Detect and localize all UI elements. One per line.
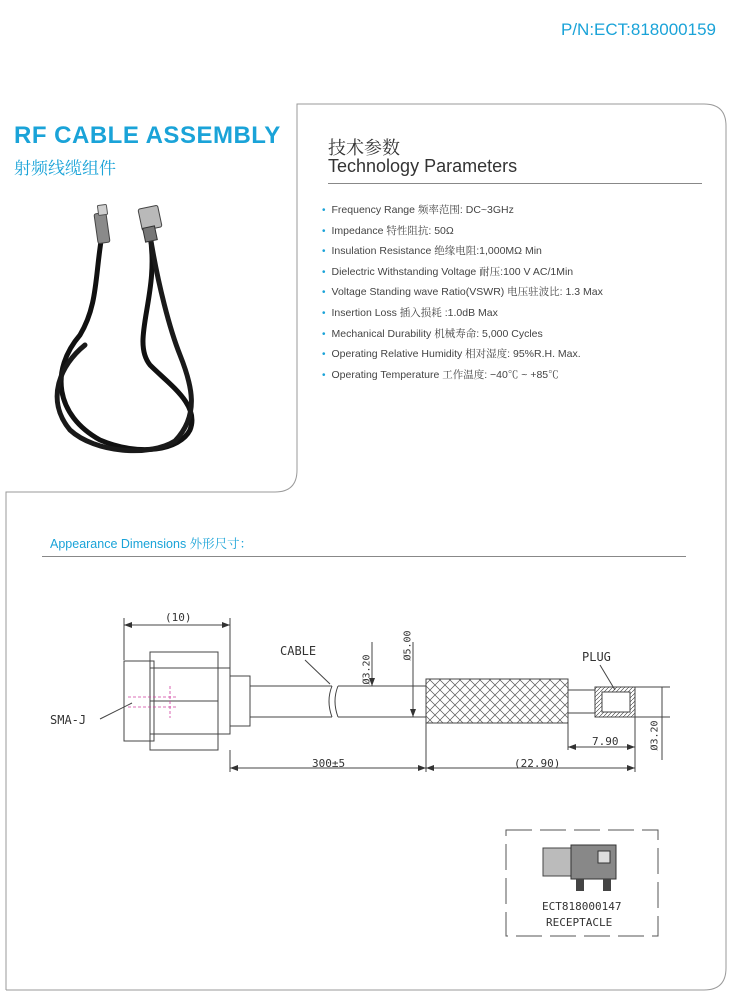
dim-width-label: (10) xyxy=(165,611,192,624)
dim-plug-tip-label: 7.90 xyxy=(592,735,619,748)
tech-title-en: Technology Parameters xyxy=(328,156,518,176)
sma-label: SMA-J xyxy=(50,713,87,727)
parameter-item: • Mechanical Durability 机械寿命: 5,000 Cycles xyxy=(322,327,543,340)
bullet-icon: • xyxy=(322,307,326,319)
bullet-icon: • xyxy=(322,246,326,258)
bullet-icon: • xyxy=(322,225,326,237)
product-title: RF CABLE ASSEMBLY xyxy=(14,122,281,149)
dia-inner-label: Ø3.20 xyxy=(361,654,373,685)
receptacle-part-number: ECT818000147 xyxy=(542,900,622,913)
receptacle-label: RECEPTACLE xyxy=(546,916,613,929)
plug-label: PLUG xyxy=(582,650,611,664)
bullet-icon: • xyxy=(322,205,326,216)
parameter-item: • Operating Temperature 工作温度: −40℃ ~ +85℃ xyxy=(322,368,559,381)
appearance-title: Appearance Dimensions 外形尺寸： xyxy=(50,537,253,551)
parameter-item: • Dielectric Withstanding Voltage 耐压:100 V AC/1Min xyxy=(322,265,574,278)
dia-outer-label: Ø5.00 xyxy=(402,630,414,661)
receptacle-icon xyxy=(543,845,616,891)
parameter-item: • Impedance 特性阻抗: 50Ω xyxy=(322,224,454,237)
bullet-icon: • xyxy=(322,328,326,340)
dim-plug-length-label: (22.90) xyxy=(514,757,561,770)
bullet-icon: • xyxy=(322,369,326,381)
dim-length-label: 300±5 xyxy=(312,757,346,770)
parameter-item: • Insulation Resistance 绝缘电阻:1,000MΩ Min xyxy=(322,245,542,258)
product-title-cn: 射频线缆组件 xyxy=(14,159,116,178)
parameter-item: • Frequency Range 频率范围: DC~3GHz xyxy=(322,204,514,216)
tech-title-cn: 技术参数 xyxy=(328,138,400,158)
cable-label: CABLE xyxy=(280,644,317,658)
parameter-item: • Operating Relative Humidity 相对湿度: 95%R.H. Max. xyxy=(322,348,581,361)
part-number: P/N:ECT:818000159 xyxy=(561,20,716,39)
bullet-icon: • xyxy=(322,287,326,299)
parameter-item: • Voltage Standing wave Ratio(VSWR) 电压驻波比: 1.3 Max xyxy=(322,286,603,299)
dia-plug-label: Ø3.20 xyxy=(649,720,661,751)
bullet-icon: • xyxy=(322,266,326,278)
parameter-item: • Insertion Loss 插入损耗 :1.0dB Max xyxy=(322,306,498,319)
bullet-icon: • xyxy=(322,349,326,361)
